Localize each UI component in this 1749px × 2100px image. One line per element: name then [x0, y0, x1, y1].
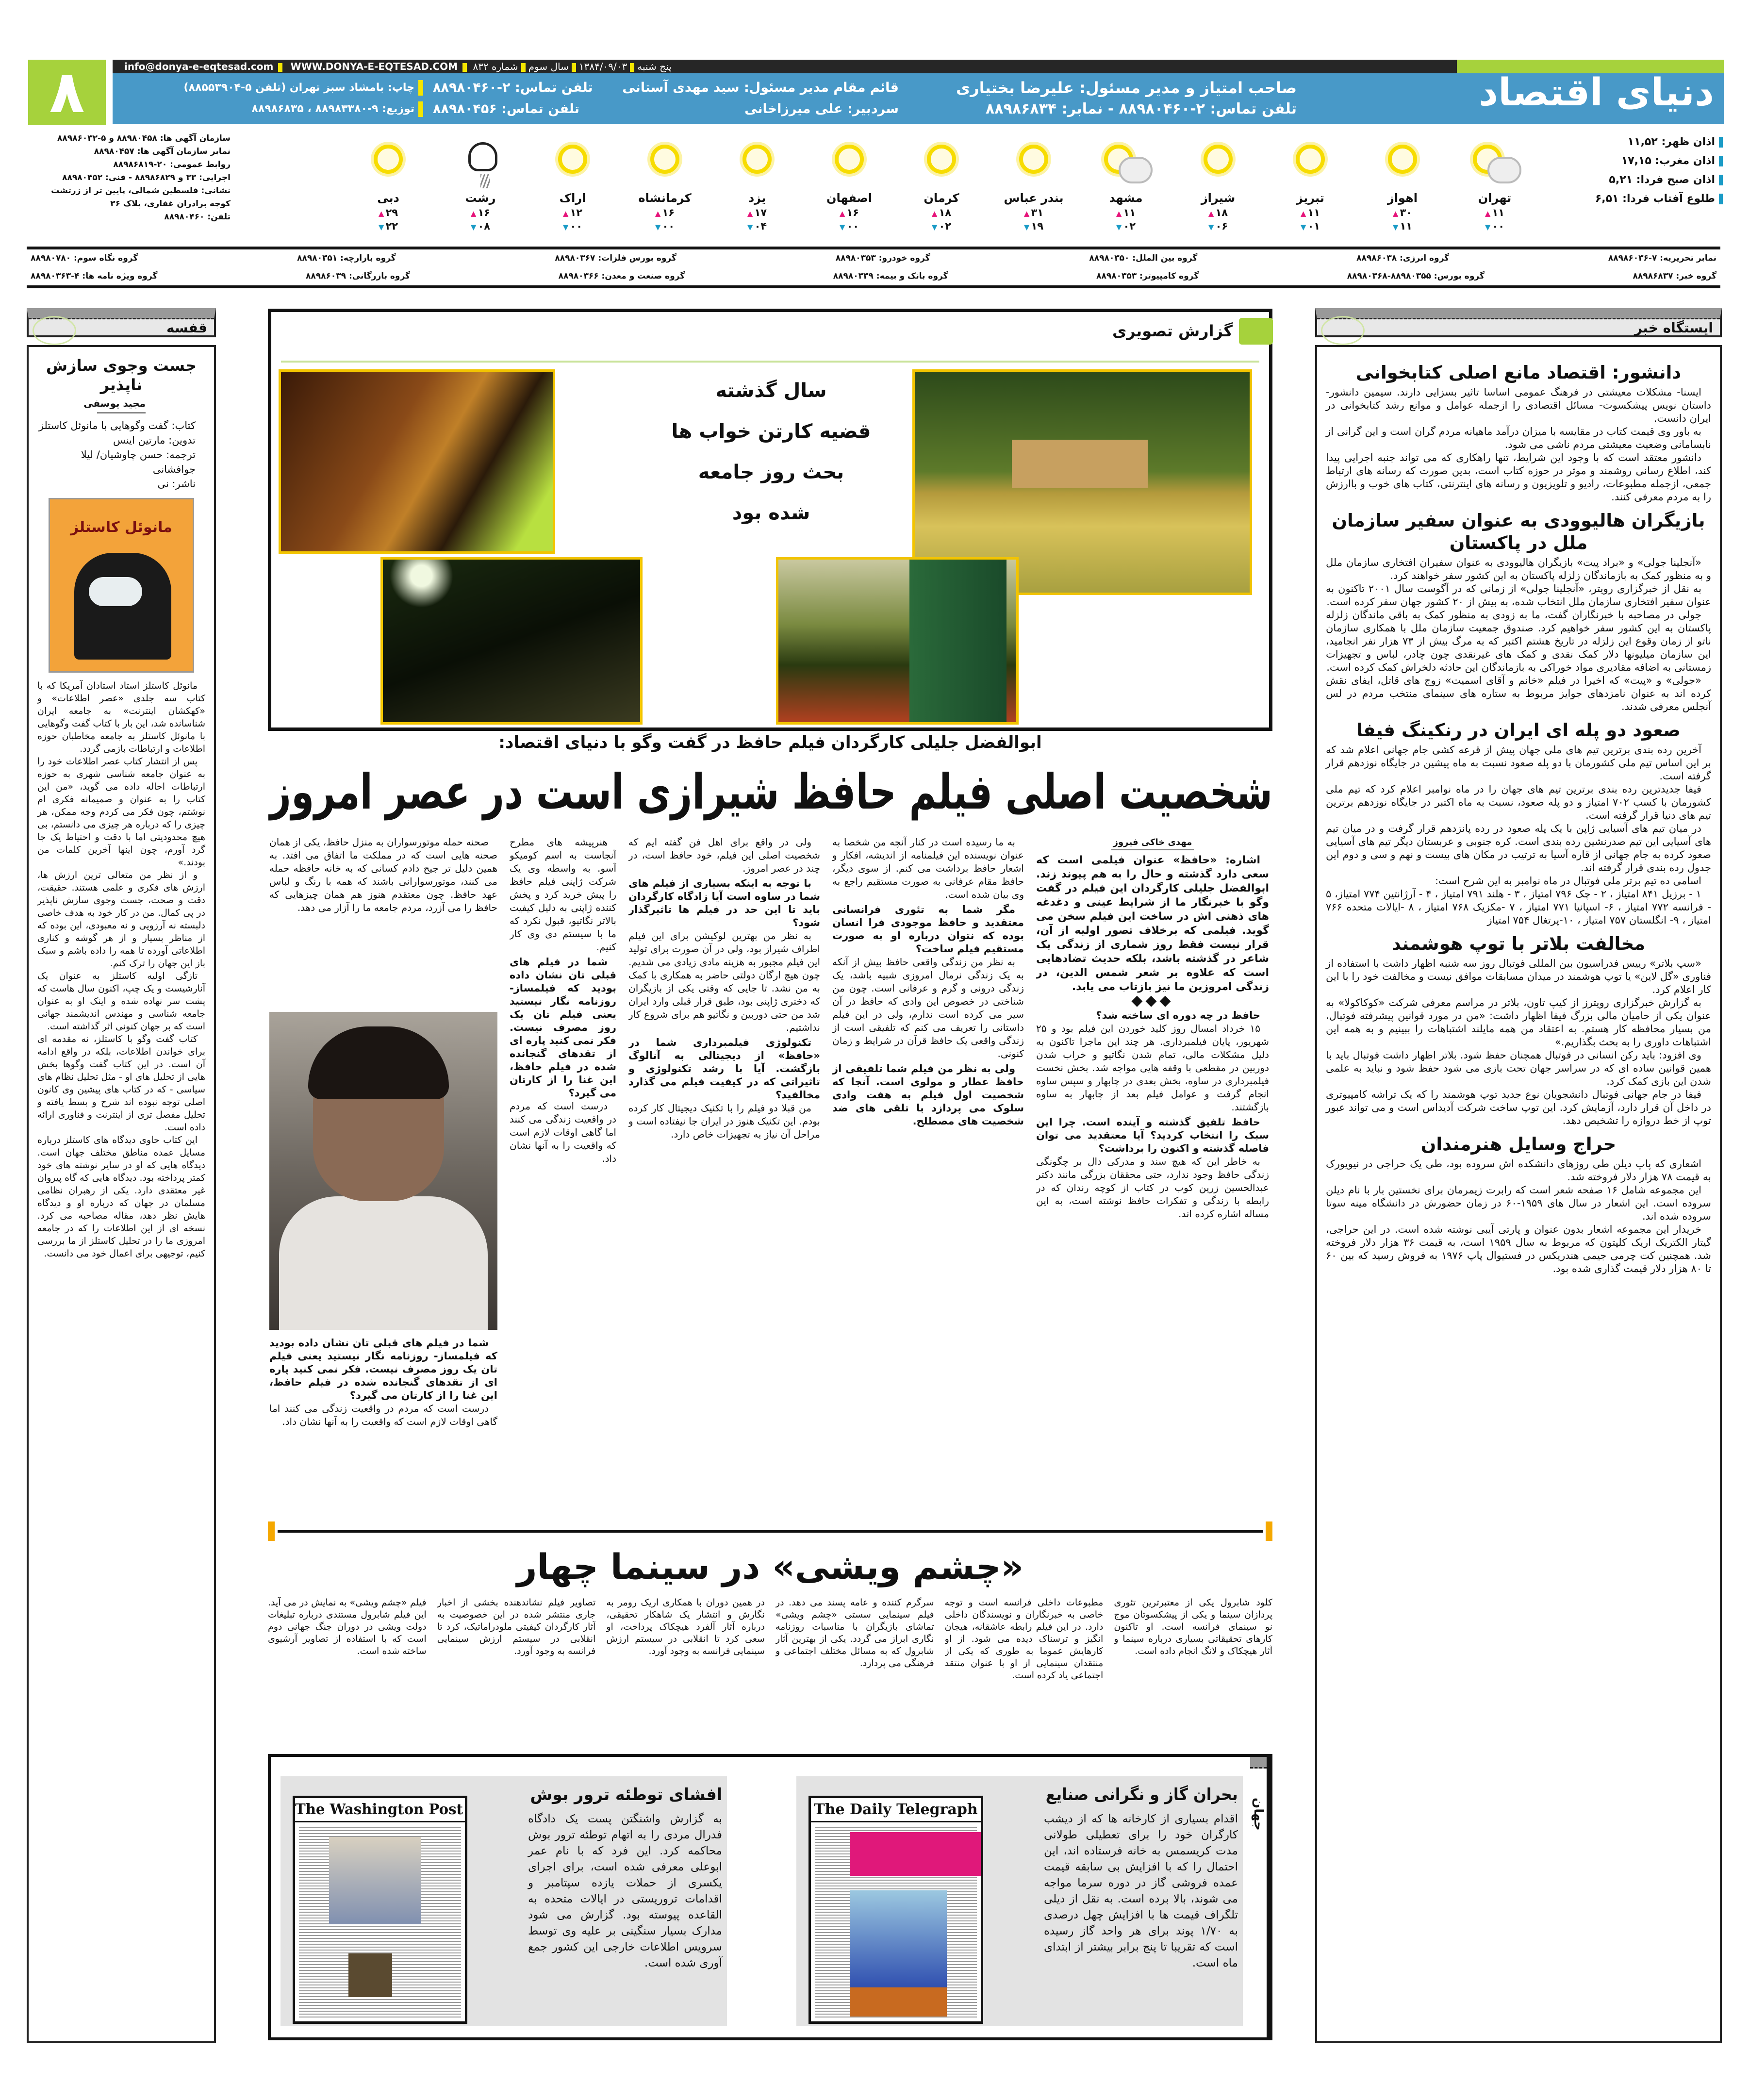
book-info-line: تدوین: مارتین اینس: [113, 434, 196, 446]
cover-title: مانوئل کاستلز: [70, 519, 172, 536]
weather-city: [1177, 135, 1259, 232]
deputy-row: [433, 77, 899, 99]
paragraph: ۱ - برزیل ۸۴۱ امتیاز ، ۲ - چک ۷۹۶ امتیاز ، ۳ - هلند ۷۹۱ امتیاز ، ۴ - آرژانتین ۷۷۴ امتیاز، ۵ - فرانسه ۷۷۲ امتیاز ، ۶- اسپانیا ۷۷۱ امتیاز ، ۷ -مکزیک ۷۶۸ امتیاز ، ۸ -ایالات متحده ۷۶۶ امتیاز ، ۹- انگلستان ۷۵۷ امتیاز ، ۱۰-پرتغال ۷۵۴ امتیاز: [1326, 888, 1711, 926]
press-item: [280, 1776, 727, 2026]
directory-entry: گروه ویژه نامه ها: ۴-۸۸۹۸۰۳۶۳: [31, 271, 158, 281]
sun-icon: [808, 135, 891, 188]
publisher-phone: تلفن تماس: ۲-۸۸۹۸۰۴۶۰ - نمابر: ۸۸۹۸۶۸۳۴: [985, 100, 1297, 117]
print-distribution-group: [122, 77, 423, 120]
news-headline: مخالفت بلاتر با توپ هوشمند: [1391, 933, 1646, 954]
book-cover-image: [49, 498, 194, 673]
camera-icon: [1239, 318, 1273, 345]
lead-paragraph: اشاره: «حافظ» عنوان فیلمی است که سعی دارد گذشته و حال را به هم پیوند زند. ابوالفضل جلیلی کارگردان این فیلم در گفت وگو با خبرنگار ما از شرایط عینی و دغدغه های ذهنی اش در ساخت این فیلم سخن می گوید. فیلمی که برخلاف تصور اولیه از آن، قرار نیست فقط روز شماری از زندگی یک شاعر در گذشته باشد، بلکه حدیث تضادهایی است که علاوه بر شعر شمس الدین، در زندگی امروزین ما نیز بازتاب می یابد.: [1036, 854, 1269, 993]
byline: مهدی خاکی فیروز: [1111, 836, 1194, 850]
globe-icon: [33, 316, 76, 345]
cinema-column: کلود شابرول یکی از معتبرترین تئوری پردازان سینما و یکی از پیشکسوتان موج نو سینمای فرانسه است. او تاکنون کارهای تحقیقاتی بسیاری درباره سینما و آثار هیچکاک و لانگ انجام داده است.: [1114, 1597, 1272, 1656]
cinema-body: [268, 1597, 1272, 1742]
cinema-column: تصاویر فیلم نشاندهنده بخشی از اخبار جاری منتشر شده در این خصوصیت به آثار کارگردان کیفیتی ملودراماتیک، کرد تا انقلابی در سیستم ارزش سینمایی فرانسه به وجود آورد.: [437, 1597, 596, 1656]
caption-line: سال گذشته: [715, 380, 827, 402]
directory-entry: گروه خبر: ۸۸۹۸۶۸۳۷: [1633, 271, 1716, 281]
paragraph: فیفا در جام جهانی فوتبال دانشجویان نوع جدید توپ هوشمند را که یک تراشه کامپیوتری در داخل آن قرار دارد، آزمایش کرد. این توپ ساخت شرکت آدیداس است و می تواند عبور توپ از خط دروازه را تشخیص دهد.: [1326, 1089, 1711, 1126]
news-station-column: [1315, 308, 1722, 2043]
interview-answer: به ما رسیده است در کنار آنچه من شخصا به عنوان نویسنده این فیلمنامه از اندیشه، افکار و اشعار حافظ برداشت می کنم. از سوی دیگر، حافظ مقام عرفانی به صورت مستقیم راجع به وی بیان شده است.: [832, 836, 1024, 900]
prayer-fajr: اذان صبح فردا: ۵,۲۱: [1553, 174, 1723, 186]
news-article: [1326, 933, 1711, 1127]
contact-line: اجرایی: ۳۳ و ۸۸۹۸۶۸۲۹ - فنی: ۸۸۹۸۰۴۵۲: [62, 173, 231, 182]
paragraph: آخرین رده بندی برترین تیم های ملی جهان پیش از قرعه کشی جام جهانی اعلام شد که بر این اساس تیم ملی کشورمان با دو پله صعود نسبت به ماه پیشین در جایگاه نوزدهم قرار گرفته است.: [1326, 744, 1711, 782]
caption-line: بحث روز جامعه: [698, 461, 844, 483]
directory-entry: گروه بانک و بیمه: ۸۸۹۸۰۳۳۹: [833, 271, 948, 281]
low-temp: ۰۶ ▼: [1177, 220, 1259, 232]
paragraph: این مجموعه شامل ۱۶ صفحه شعر است که رابرت زیمرمان برای نخستین بار با نام دیلن سروده است. این اشعار در سال های ۱۹۵۹-۶۰ در زمان حضورش در دانشگاه مینه سوتا سروده شده اند.: [1326, 1184, 1711, 1222]
divider: [268, 1521, 1272, 1541]
washington-post-front-page[interactable]: [293, 1796, 467, 2024]
low-temp: ۰۸ ▼: [439, 220, 522, 232]
sun-shape: [558, 145, 587, 174]
directory-entry: گروه بین الملل: ۸۸۹۸۰۳۵۰: [1089, 253, 1198, 263]
interview-answer: به خاطر این که هیچ سند و مدرکی دال بر چگونگی زندگی حافظ وجود ندارد، حتی محققان بزرگی مانند دکتر عبدالحسین زرین کوب در کتاب از کوچه رندان که در رابطه با زندگی و تفکرات حافظ نوشته است، به این مساله اشاره کرده اند.: [1036, 1156, 1269, 1220]
high-temp: ۱۸ ▲: [1177, 207, 1259, 218]
news-article: [1326, 362, 1711, 504]
high-temp: ۱۱ ▲: [1085, 207, 1167, 218]
interview-answer: ولی در واقع برای اهل فن گفته ایم که شخصیت اصلی این فیلم، خود حافظ است، در چند در عصر امروز.: [628, 836, 820, 874]
weather-city: [992, 135, 1075, 232]
issue-number: شماره ۸۳۲: [473, 61, 518, 72]
sun-shape: [835, 145, 864, 174]
newspaper-logo[interactable]: [1457, 60, 1724, 124]
sun-icon: [624, 135, 706, 188]
paragraph: اشعاری که پاپ دیلن طی روزهای دانشکده اش سروده بود، طی یک حراجی در نیویورک به قیمت ۷۸ هزار دلار فروخته شد.: [1326, 1158, 1711, 1183]
author: مجید یوسفی: [97, 397, 146, 413]
main-headline: شخصیت اصلی فیلم حافظ شیرازی است در عصر امروز: [270, 763, 1272, 820]
weather-city: [624, 135, 706, 232]
sun-icon: [1177, 135, 1259, 188]
interview-answer: به نظر من زندگی واقعی حافظ بیش از آنکه به یک زندگی نرمال امروزی شبیه باشد، یک زندگی درونی و گرم و عرفانی است. چون من شناختی در خصوص این وادی که حافظ در آن سیر می کرده است ندارم، ولی در این فیلم داستانی را تعریف می کنم که تلفیقی است از زندگی واقعی یک حافظ قرآن در شرایط و زمان کنونی.: [832, 956, 1024, 1059]
contact-line: کوچه برادران غفاری، پلاک ۳۶: [110, 199, 231, 209]
prayer-noon: اذان ظهر: ۱۱,۵۲: [1553, 136, 1723, 148]
cinema-column: مطبوعات داخلی فرانسه است و توجه خاصی به خبرنگاران و نویسندگان داخلی دارد. در این فیلم رابطه عاشقانه، هیجان انگیز و ترسناک دیده می شود. از او کارهایش عموما به طوری که یکی از منتقدان سینمایی از او با عنوان منتقد اجتماعی یاد کرده است.: [944, 1597, 1104, 1681]
sun-shape: [1296, 145, 1325, 174]
deputy-editor-group: [433, 77, 899, 120]
high-temp: ۱۶ ▲: [808, 207, 891, 218]
directory-entry: گروه بورس: ۸۸۹۸۰۳۵۵-۸۸۹۸۰۳۶۸: [1347, 271, 1485, 281]
distribution-info: توزیع: ۹-۸۸۹۸۳۳۸۰ ، ۸۸۹۸۶۸۳۵: [122, 99, 423, 120]
high-temp: ۱۲ ▲: [531, 207, 614, 218]
press-title: بحران گاز و نگرانی صنایع: [1046, 1785, 1238, 1804]
interview-question: حافظ در چه دوره ای ساخته شد؟: [1096, 1009, 1260, 1021]
press-text: به گزارش واشنگتن پست یک دادگاه فدرال مردی را به اتهام توطئه ترور بوش محاکمه کرد. این فرد که با نام عمر ابوعلی معرفی شده است، برای اجرای یکسری از حملات یازده سپتامبر و اقدامات تروریستی در ایالات متحده به القاعده پیوسته بود. گزارش می شود مدارک بسیار سنگینی بر علیه وی توسط سرویس اطلاعات خارجی این کشور جمع آوری شده است.: [528, 1813, 722, 1969]
sunrise: طلوع آفتاب فردا: ۶,۵۱: [1553, 193, 1723, 205]
interview-question: با توجه به اینکه بسیاری از فیلم های شما در ساوه است آیا زادگاه کارگردان باید تا این حد در فیلم ها تاثیرگذار شود؟: [628, 877, 820, 928]
shelf-column: [27, 308, 216, 2043]
book-info: [37, 418, 205, 491]
weather-city: [1085, 135, 1167, 232]
paragraph: خریدار این مجموعه اشعار بدون عنوان و پارتی آیبی نوشته شده است. در این حراجی، گیتار الکتریک اریک کلپتون که مربوط به سال ۱۹۵۹ است، به قیمت ۳۶ هزار دلار فروخته شد. همچنین کت چرمی جیمی هندریکس در فستیوال پاپ ۱۹۷۶ به فروش رسید که بین ۶۰ تا ۸۰ هزار دلار قیمت گذاری شده بود.: [1326, 1224, 1712, 1274]
contact-line: روابط عمومی: ۲۰-۸۸۹۸۶۸۱۹: [113, 160, 231, 169]
photo-street-bench: [380, 557, 643, 725]
news-article: [1326, 1133, 1711, 1275]
sun-icon: [900, 135, 983, 188]
prayer-times: [1553, 136, 1723, 212]
city-name: کرمانشاه: [638, 191, 692, 205]
city-name: رشت: [465, 191, 496, 205]
sun-icon: [531, 135, 614, 188]
cinema-headline: «چشم ویشی» در سینما چهار: [517, 1546, 1023, 1587]
caption-line: شده بود: [732, 502, 810, 524]
weather-city: [347, 135, 429, 232]
directory-entry: گروه بازرگانی: ۸۸۹۸۶۰۳۹: [306, 271, 410, 281]
city-name: مشهد: [1109, 191, 1143, 205]
sun-shape: [1388, 145, 1417, 174]
weather-city: [808, 135, 891, 232]
high-temp: ۱۶ ▲: [624, 207, 706, 218]
interview-answer: به نظر من بهترین لوکیشن برای این فیلم اطراف شیراز بود، ولی در آن صورت برای تولید این فیلم مجبور به هزینه مادی زیادی می شدیم. چون هیچ ارگان دولتی حاضر به همکاری با کمک به من نشد. تا جایی که وقتی یکی از بازیگران که دختری ژاپنی بود، طبق قرار قبلی وارد ایران شد من حتی دوربین و نگاتیو هم برای شروع کار نداشتیم.: [628, 930, 820, 1033]
paper-name: The Daily Telegraph: [811, 1798, 981, 1822]
news-article: [1326, 719, 1711, 927]
contact-info: [27, 132, 231, 224]
cinema-column: سرگرم کننده و عامه پسند می دهد. در فیلم سینمایی سستی «چشم ویشی» تماشای بازیگران با مناسبات روزنامه نگاری ابراز می گردد. یکی از بهترین آثار شابرول که به مسائل مختلف اجتماعی و فرهنگی می پردازد.: [775, 1597, 934, 1669]
directory-row: [27, 267, 1720, 285]
city-name: دبی: [377, 191, 399, 205]
low-temp: ۰۲ ▼: [900, 220, 983, 232]
paragraph: این کتاب حاوی دیدگاه های کاستلز درباره مسایل عمده مناطق مختلف جهان است. دیدگاه هایی که او در سایر نوشته های خود کمتر پرداخته بود. دیدگاه هایی که گاه پیروان غیر معتقدی دارد. یکی از رهبران نظامی مسلمان در جهان که درباره او و دیدگاه هایش نظر دهد، مقاله مصاحبه می کرد. نسخه ای از این اطلاعات را که در جامعه امروزی ما را در تحلیل کاستلز از ما بررسی کنیم، توجیهی برای اعمال خود می دانست.: [37, 1135, 205, 1259]
paragraph: در میان تیم های آسیایی ژاپن با یک پله صعود در رده پانزدهم قرار گرفت و در میان تیم های آسیایی این تیم صدرنشین رده بندی است. کره جنوبی و عربستان دیگر تیم های آسیایی صعود کرده به جام جهانی از قاره آسیا به ترتیب در مکان های بیست و نهم و سی و دوم این جدول رده بندی قرار گرفته اند.: [1326, 823, 1711, 874]
interview-answer: هنرپیشه های مطرح آنجاست به اسم کومیکو آسو. به واسطه وی یک شرکت ژاپنی فیلم حافظ را پیش خرید کرد و پخش کننده ژاپنی به دلیل کیفیت بالاتر نگاتیو، قبول نکرد که ما با سیستم دی وی کار کنیم.: [510, 836, 616, 953]
interview-question: حافظ تلفیق گذشته و آینده است. چرا این سبک را انتخاب کردید؟ آیا معتقدید می توان فاصله گذشته و اکنون را برداشت؟: [1036, 1116, 1269, 1154]
website[interactable]: WWW.DONYA-E-EQTESAD.COM: [290, 61, 458, 72]
city-name: شیراز: [1201, 191, 1236, 205]
paragraph: وی افزود: باید رکن انسانی در فوتبال همچنان حفظ شود. بلاتر اظهار داشت فوتبال باید با همین قوانین ساده ای که در سراسر جهان تحت بازی می شود حفظ شود و نباید به علمی شدن این بازی کمک کرد.: [1326, 1049, 1711, 1087]
directory-entry: گروه بازارچه: ۸۸۹۸۰۳۵۱: [297, 253, 396, 263]
interview-question: مگر شما به تئوری فرانسانی معتقدید و حافظ موجودی فرا انسان بوده که نتوان درباره او به صورت مستقیم فیلم ساخت؟: [832, 904, 1024, 955]
interview-answer: ۱۵ خرداد امسال روز کلید خوردن این فیلم بود و ۲۵ شهریور، پایان فیلمبرداری. هر چند این ماجرا تاکنون به دلیل مشکلات مالی، تمام شدن نگاتیو و خراب شدن دوربین در مقطعی با وقفه هایی مواجه شد. بخش نخست فیلمبرداری در ساوه، بخش بعدی در چابهار و سپس ساوه انجام گرفت و عوامل فیلم بعد از چابهار به ساوه بازگشتند.: [1036, 1023, 1269, 1113]
interview-column: [1036, 836, 1269, 1515]
book-info-line: ناشر: نی: [157, 478, 196, 490]
contact-line: نشانی: فلسطین شمالی، پایین تر از زرتشت: [51, 186, 231, 196]
editor-row: [433, 99, 899, 120]
paragraph: به باور وی قیمت کتاب در مقایسه با میزان درآمد ماهیانه مردم گران است و این گرانی از نابسامانی وضعیت معیشتی مردم ناشی می شود.: [1326, 426, 1711, 450]
section-title: جهان: [1251, 1798, 1266, 1831]
paragraph: فیفا جدیدترین رده بندی برترین تیم های جهان را در ماه نوامبر اعلام کرد که تیم ملی کشورمان با کسب ۷۰۲ امتیاز و دو پله صعود، نسبت به ماه اکتبر در جایگاه نوزدهم برترین تیم های دنیا قرار گرفته است.: [1326, 783, 1711, 821]
date: ۱۳۸۴/۰۹/۰۳: [578, 61, 627, 72]
partly-cloudy-icon: [1453, 135, 1536, 188]
print-info: چاپ: بامشاد سبز تهران (تلفن ۵-۸۸۵۵۳۹۰۴): [122, 77, 423, 99]
paragraph: کتاب گفت وگو با کاستلز، نه مقدمه ای برای خواندن اطلاعات، بلکه در واقع ادامه آن است. در این کتاب گفت وگوها بخش هایی از تحلیل های او - مثل تحلیل نظام های سیاسی - که در کتاب های پیشین وی کانون اصلی توجه نبوده اند شرح و بسط یافته و تحلیل مفصل تری از اینترنت و فناوری ارائه داده است.: [37, 1034, 205, 1133]
low-temp: ۲۲ ▼: [347, 220, 429, 232]
photo-night-sleeper: [776, 557, 1019, 725]
caption-line: قضیه کارتن خواب ها: [671, 420, 871, 443]
low-temp: ۰۰ ▼: [1453, 220, 1536, 232]
sun-shape: [742, 145, 772, 174]
date-strip: [113, 60, 1457, 73]
interview-column: [832, 836, 1024, 1515]
interview-question: شما در فیلم های قبلی تان نشان داده بودید که فیلمساز- روزنامه نگار نیستید یعنی فیلم تان یک روز مصرف نیست. فکر نمی کنید پاره ای از تقدهای گنجانده شده در فیلم حافظ، این غنا را از کارتان می گیرد؟: [510, 956, 616, 1099]
paragraph: و از نظر من متعالی ترین ارزش ها، ارزش های فکری و علمی هستند. حقیقت، دقت و صحت، جست وجوی سازش ناپذیر در پی کمال. من در کار خود به هدف خاصی دلبسته نه آرزویی و نه معبودی، این بوده که از مناظر بسیار و از هر گوشه و کناری اطلاعاتی آورده تا همه را داده باشم و سبک باز این جهان را ترک کنم.: [37, 870, 205, 969]
deputy: قائم مقام مدیر مسئول: سید مهدی آستانی: [622, 80, 899, 95]
paragraph: به گزارش خبرگزاری رویترز از کیپ تاون، بلاتر در مراسم معرفی شرکت «کوکاکولا» به عنوان یکی از حامیان مالی بزرگ فیفا اظهار داشت: «من در مورد قوانین پیشرفته فوتبال، من بسیار محافظه کار هستم. به اعتقاد من همه مایلند اشتباهات را ببینیم و به همه این اشتباهات داوری را به بحث بگذاریم.»: [1326, 997, 1711, 1048]
sun-shape: [1204, 145, 1233, 174]
high-temp: ۱۸ ▲: [900, 207, 983, 218]
section-header: [27, 308, 216, 337]
paragraph: دانشور معتقد است که با وجود این شرایط، تنها راهکاری که می تواند جنبه اجرایی پیدا کند، اطلاع رسانی روشمند و موثر در حوزه کتاب است، بدین صورت که رسانه های ارتباط جمعی، ازجمله مطبوعات، رادیو و تلویزیون و رسانه های اینترنتی، کتاب های خوب و باارزش را به مردم معرفی کنند.: [1326, 452, 1711, 503]
directory-entry: گروه نگاه سوم: ۸۸۹۸۰۷۸۰: [31, 253, 138, 263]
sun-shape: [650, 145, 679, 174]
globe-icon: [1321, 316, 1365, 345]
contact-line: نمابر سازمان آگهی ها: ۸۸۹۸۰۴۵۷: [94, 147, 231, 156]
news-article: [1326, 510, 1711, 713]
photo-report: [268, 309, 1272, 731]
news-headline: دانشور: اقتصاد مانع اصلی کتابخوانی: [1355, 362, 1682, 383]
cloud-shape: [1119, 157, 1153, 183]
paragraph: تازگی اولیه کاستلز به عنوان یک آنارشیست و یک چپ، اکنون سال هاست که پشت سر نهاده شده و اینک او به عنوان جامعه شناسی و مهندس اندیشمند جهانی است که بر جهان کنونی اثر گذاشته است.: [37, 971, 205, 1032]
world-press-box: [268, 1754, 1272, 2040]
sun-shape: [927, 145, 956, 174]
paragraph: اسامی ده تیم برتر ملی فوتبال در ماه نوامبر به این شرح است:: [1435, 875, 1701, 887]
low-temp: ۱۱ ▼: [1361, 220, 1444, 232]
high-temp: ۲۹ ▲: [347, 207, 429, 218]
interview-answer: درست است که مردم در واقعیت زندگی می کنند اما گاهی اوقات لازم است که واقعیت را به آنها نشان داد.: [510, 1100, 616, 1164]
rain-cloud-icon: [439, 135, 522, 188]
telegraph-front-page[interactable]: [808, 1796, 983, 2024]
directory-entry: گروه صنعت و معدن: ۸۸۹۸۰۳۶۶: [558, 271, 685, 281]
press-item: [796, 1776, 1243, 2026]
cinema-column: فیلم «چشم ویشی» به نمایش در می آید. این فیلم شابرول مستندی درباره تبلیغات دولت ویشی در دوران جنگ جهانی دوم است که با استفاده از تصاویر آرشیوی ساخته شده است.: [268, 1597, 427, 1656]
interview-column: [269, 836, 497, 1006]
separator: ◆◆◆: [1131, 992, 1174, 1009]
sun-shape: [1019, 145, 1048, 174]
interview-question: ولی به نظر من فیلم شما تلفیقی از حافظ عطار و مولوی است. آنجا که شخصیت اول فیلم به هفت وادی سلوک می پردازد با تلقی های ضد شخصیت های مصطلح.: [832, 1063, 1024, 1127]
news-headline: حراج وسایل هنرمندان: [1420, 1134, 1617, 1155]
low-temp: ۰۰ ▼: [624, 220, 706, 232]
city-name: تبریز: [1296, 191, 1324, 205]
weather-city: [1361, 135, 1444, 232]
city-name: اهواز: [1387, 191, 1418, 205]
cloud-shape: [1487, 157, 1521, 183]
low-temp: ۰۴ ▼: [716, 220, 798, 232]
logo-text: دنیای اقتصاد: [1479, 71, 1714, 115]
interview-question: تکنولوژی فیلمبرداری شما در «حافظ» از دیجیتالی به آنالوگ بازگشت. آیا با رشد تکنولوژی و تاثیراتی که در کیفیت فیلم می گذارد مخالفید؟: [628, 1037, 820, 1101]
directory-entry: گروه کامپیوتر: ۸۸۹۸۰۳۵۳: [1096, 271, 1199, 281]
contact-line: سازمان آگهی ها: ۸۸۹۸۰۴۵۸ و ۵-۸۸۹۸۶۰۳۲: [57, 133, 231, 143]
city-name: یزد: [748, 191, 766, 205]
news-headline: بازیگران هالیوودی به عنوان سفیر سازمان ملل در پاکستان: [1332, 510, 1705, 553]
deputy-phone: تلفن تماس: ۲-۸۸۹۸۰۴۶۰: [433, 80, 593, 95]
weekday: پنج شنبه: [637, 61, 672, 72]
publisher: صاحب امتیاز و مدیر مسئول: علیرضا بختیاری: [956, 79, 1297, 97]
paragraph: مانوئل کاستلز استاد استادان آمریکا که با کتاب سه جلدی «عصر اطلاعات» و «کهکشان اینترنت» به جامعه ایران شناسانده شد، این بار با کتاب گفت وگوهایی با مانوئل کاستلز به جامعه مخاطبان حوزه اطلاعات و ارتباطات بازمی گردد.: [37, 680, 205, 754]
interview-column: [628, 836, 820, 1515]
section-title: گزارش تصویری: [1112, 322, 1233, 340]
paragraph: «آنجلینا جولی» و «براد پیت» بازیگران هالیوودی به عنوان سفیران افتخاری سازمان ملل و به منظور کمک به بازماندگان زلزله پاکستان به این کشور سفر خواهند کرد.: [1326, 557, 1711, 581]
book-info-line: کتاب: گفت وگوهایی با مانوئل کاستلز: [38, 420, 196, 431]
directory-entry: گروه خودرو: ۸۸۹۸۰۳۵۳: [835, 253, 930, 263]
interview-continued: درست است که مردم در واقعیت زندگی می کنند اما گاهی اوقات لازم است که واقعیت را به آنها نشان داد.: [269, 1403, 497, 1427]
directory-entry: گروه بورس فلزات: ۸۸۹۸۰۳۶۷: [555, 253, 676, 263]
press-title: افشای توطئه ترور بوش: [530, 1785, 722, 1804]
low-temp: ۰۲ ▼: [1085, 220, 1167, 232]
year: سال سوم: [528, 61, 569, 72]
issue-info: [473, 60, 671, 73]
sun-icon: [1269, 135, 1352, 188]
section-header: [1315, 308, 1722, 337]
interview-column: [510, 836, 616, 1515]
phone-directory: [27, 247, 1720, 288]
city-name: تهران: [1478, 191, 1512, 205]
high-temp: ۳۱ ▲: [992, 207, 1075, 218]
editor-phone: تلفن تماس: ۸۸۹۸۰۴۵۶: [433, 101, 579, 116]
weather-city: [1453, 135, 1536, 232]
prayer-maghrib: اذان مغرب: ۱۷,۱۵: [1553, 155, 1723, 167]
paragraph: به نقل از خبرگزاری رویتر، «آنجلینا جولی» از زمانی که در آگوست سال ۲۰۰۱ تاکنون به عنوان سفیر افتخاری سازمان ملل انتخاب شده، به بیش از ۲۰ کشور جهان سفر کرده است.: [1326, 583, 1711, 608]
sun-icon: [347, 135, 429, 188]
interview-continued: شما در فیلم های قبلی تان نشان داده بودید که فیلمساز- روزنامه نگار نیستید یعنی فیلم تان یک روز مصرف نیست. فکر نمی کنید پاره ای از تقدهای گنجانده شده در فیلم حافظ، این غنا را از کارتان می گیرد؟: [269, 1337, 497, 1401]
staff-band: [113, 73, 1457, 124]
city-name: کرمان: [924, 191, 959, 205]
low-temp: ۰۰ ▼: [808, 220, 891, 232]
low-temp: ۰۰ ▼: [531, 220, 614, 232]
section-title: ایستگاه خبر: [1634, 320, 1713, 336]
city-name: اصفهان: [826, 191, 873, 205]
partly-cloudy-icon: [1085, 135, 1167, 188]
paragraph: ایسنا- مشکلات معیشتی در فرهنگ عمومی اساسا تاثیر بسزایی دارند. سیمین دانشور- داستان نویس پیشکسوت- مسائل اقتصادی را ازجمله عوامل و موانع رشد کتابخوانی در ایران دانست.: [1326, 386, 1711, 424]
weather-city: [716, 135, 798, 232]
weather-city: [439, 135, 522, 232]
directory-entry: گروه انرژی: ۸۸۹۸۶۰۳۸: [1356, 253, 1450, 263]
sun-icon: [992, 135, 1075, 188]
cinema-column: در همین دوران با همکاری اریک رومر به نگارش و انتشار یک شاهکار تحقیقی، درباره آثار آلفرد هیچکاک پرداخت، او سعی کرد تا انقلابی در سیستم ارزش سینمایی فرانسه به وجود آورد.: [606, 1597, 765, 1656]
city-name: بندر عباس: [1004, 191, 1064, 205]
low-temp: ۰۱ ▼: [1269, 220, 1352, 232]
sun-shape: [374, 145, 403, 174]
directory-row: [27, 249, 1720, 267]
page-number: ۸: [28, 60, 106, 125]
interview-answer: صحنه حمله موتورسواران به منزل حافظ، یکی از همان صحنه هایی است که در مملکت ما اتفاق می افتد. به همین دلیل تر جیح دادم کسانی که به خانه حافظه حمله می کنند، موتورسوارانی باشند که همه با رنگ و لباس عهد حافظ. چون معتقدم هنوز هم همان چیزهایی که حافظ را می آزرد، مردم جامعه ما را آزار می دهد.: [269, 836, 497, 913]
directory-entry: نمابر تحریریه: ۷-۸۸۹۸۶۰۳۶: [1608, 253, 1716, 263]
cloud-shape: [468, 142, 497, 171]
high-temp: ۱۱ ▲: [1453, 207, 1536, 218]
high-temp: ۱۷ ▲: [716, 207, 798, 218]
contact-line: تلفن: ۸۸۹۸۰۴۶۰: [164, 212, 231, 222]
section-title: قفسه: [166, 320, 207, 336]
paragraph: «سپ بلاتر» رییس فدراسیون بین المللی فوتبال روز سه شنبه اظهار داشت با استفاده از فناوری «گل لاین» یا توپ هوشمند در میدان مسابقات موافق نیست و مخالفت خود را با این کار اعلام کرد.: [1326, 958, 1711, 995]
weather-city: [1269, 135, 1352, 232]
director-portrait-photo: [269, 1012, 497, 1330]
high-temp: ۱۶ ▲: [439, 207, 522, 218]
editor: سردبیر: علی میرزاخانی: [744, 101, 899, 116]
high-temp: ۱۱ ▲: [1269, 207, 1352, 218]
sun-icon: [716, 135, 798, 188]
weather-city: [900, 135, 983, 232]
high-temp: ۳۰ ▲: [1361, 207, 1444, 218]
kicker: ابوالفضل جلیلی کارگردان فیلم حافظ در گفت وگو با دنیای اقتصاد:: [498, 733, 1042, 752]
press-text: اقدام بسیاری از کارخانه ها که از دیشب کارگران خود را برای تعطیلی طولانی مدت کریسمس به خانه فرستاده اند، این احتمال را که با افزایش بی سابقه قیمت عمده فروشی گاز در دوره سرما مواجه می شوند، بالا برده است. به نقل از دیلی تلگراف قیمت ها با افزایش چهل درصدی به ۱/۷۰ پوند برای هر واحد گاز رسیده است که تقریبا تا پنج برابر بیشتر از ابتدای ماه است.: [1044, 1813, 1238, 1969]
interview-answer: من قبلا دو فیلم را با تکنیک دیجیتال کار کرده بودم. این تکنیک هنوز در ایران جا نیفتاده است و مراحل آن نیاز به تجهیزات خاص دارد.: [628, 1102, 820, 1140]
weather-city: [531, 135, 614, 232]
paper-name: The Washington Post: [295, 1798, 465, 1822]
photo-caption: [655, 370, 888, 533]
paragraph: جولی در مصاحبه با خبرنگاران گفت، ما به زودی به منظور کمک به باقی ماندگان زلزله پاکستان به این کشور سفر خواهیم کرد. صندوق جمعیت سازمان ملل با همکاری سازمان ناتو از زمان وقوع این زلزله در تاریخ هشتم اکتبر که به مرگ بیش از ۷۳ هزار نفر انجامید، این سازمان میلیونها دلار کمک نقدی و کمک های غیرنقدی چون چادر، لباس و تجهیزات زمستانی به اضافه مقادیری مواد خوراکی به بازماندگان این حادثه دلخراش کمک کرده است.: [1326, 609, 1711, 673]
news-headline: صعود دو پله ای ایران در رنکینگ فیفا: [1356, 720, 1681, 741]
article-title: جست وجوی سازش ناپذیر: [46, 356, 197, 394]
paragraph: پس از انتشار کتاب عصر اطلاعات خود را به عنوان جامعه شناسی شهری به حوزه ارتباطات احاله داده می گوید، «من این کتاب را به عنوان و صمیمانه فکری ام نوشتم، چون فکر می کردم وجه ممکن، هر چیزی را که درباره هر چیزی می دانستم، بی هیچ محدودیتی اما با دقت و احتیاط یک جا گرد آورم، چون اینها آخرین کلمات من بودند.»: [37, 756, 205, 868]
photo-sleeper-corner: [279, 369, 555, 554]
interview-column: [269, 1335, 497, 1505]
sun-icon: [1361, 135, 1444, 188]
publisher-group: [928, 77, 1297, 120]
city-name: اراک: [559, 191, 586, 205]
paragraph: «جولی» و «پیت» که اخیرا در فیلم «خانم و آقای اسمیت» زوج های قاتل، ایفای نقش کرده اند به عنوان نامزدهای جوایز مربوط به ستاره های سینمای منتخب مردم در لس آنجلس معرفی شدند.: [1326, 675, 1711, 712]
book-info-line: ترجمه: حسن چاوشیان/ لیلا جوافشانی: [81, 449, 196, 475]
low-temp: ۱۹ ▼: [992, 220, 1075, 232]
email[interactable]: info@donya-e-eqtesad.com: [124, 61, 274, 72]
